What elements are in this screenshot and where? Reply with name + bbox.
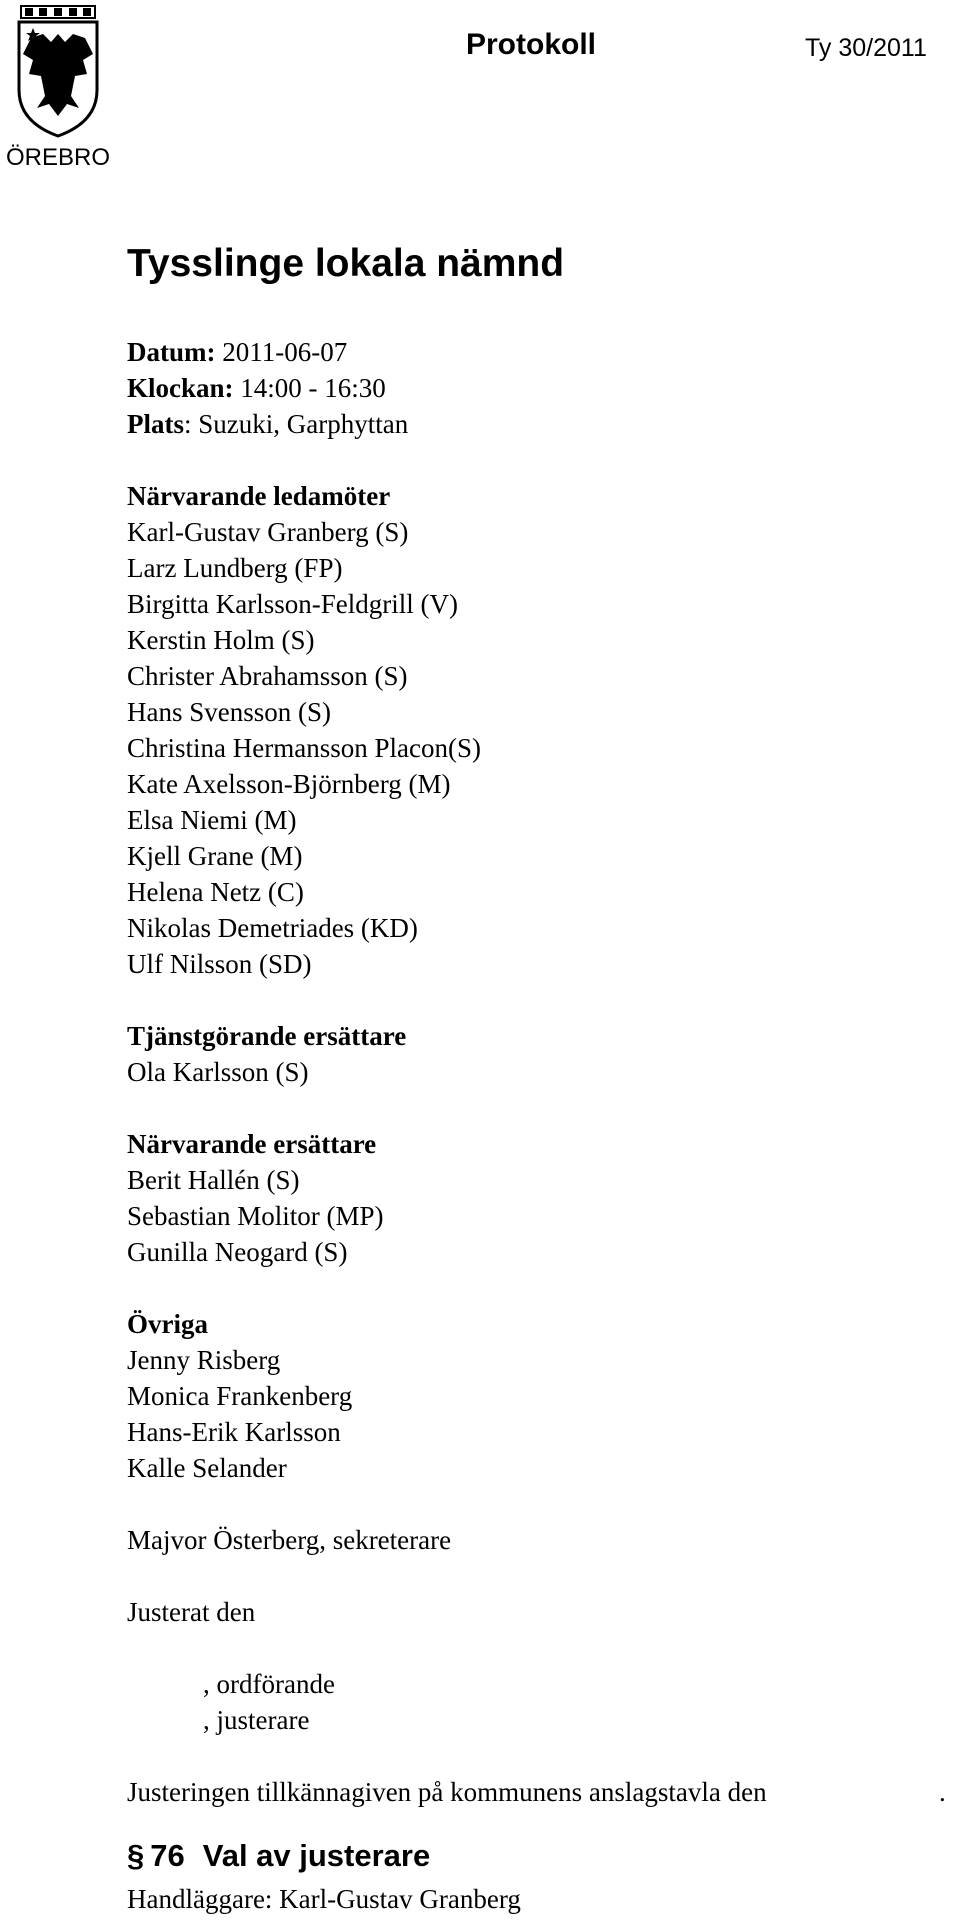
present-substitutes-heading: Närvarande ersättare (127, 1129, 377, 1159)
list-item: Ola Karlsson (S) (127, 1057, 309, 1087)
list-item: Christina Hermansson Placon(S) (127, 733, 481, 763)
orebro-logo (4, 4, 112, 170)
section-heading (127, 1838, 430, 1874)
list-item: Sebastian Molitor (MP) (127, 1201, 384, 1231)
list-item: Nikolas Demetriades (KD) (127, 913, 418, 943)
list-item: Kjell Grane (M) (127, 841, 303, 871)
list-item: Berit Hallén (S) (127, 1165, 300, 1195)
list-item: Kate Axelsson-Björnberg (M) (127, 769, 451, 799)
document-number: Ty 30/2011 (805, 34, 927, 62)
list-item: Elsa Niemi (M) (127, 805, 297, 835)
coat-of-arms-icon (13, 4, 103, 140)
members-heading: Närvarande ledamöter (127, 481, 391, 511)
section-symbol: § (127, 1838, 145, 1873)
page-title: Tysslinge lokala nämnd (127, 242, 565, 285)
list-item: Karl-Gustav Granberg (S) (127, 517, 409, 547)
section-number: 76 (150, 1838, 185, 1873)
date-label: Datum: (127, 337, 216, 367)
document-type: Protokoll (466, 28, 597, 61)
adjuster-signature: , justerare (203, 1705, 310, 1735)
list-item: Larz Lundberg (FP) (127, 553, 343, 583)
list-item: Kerstin Holm (S) (127, 625, 315, 655)
place-value: : Suzuki, Garphyttan (184, 409, 409, 439)
list-item: Hans-Erik Karlsson (127, 1417, 341, 1447)
serving-substitutes-heading: Tjänstgörande ersättare (127, 1021, 407, 1051)
notice-line (127, 1774, 947, 1810)
adjusted-date: Justerat den (127, 1597, 256, 1627)
notice-text: Justeringen tillkännagiven på kommunens anslagstavla den (127, 1777, 767, 1807)
list-item: Gunilla Neogard (S) (127, 1237, 348, 1267)
list-item: Hans Svensson (S) (127, 697, 332, 727)
list-item: Jenny Risberg (127, 1345, 281, 1375)
logo-wordmark: ÖREBRO (5, 144, 110, 171)
section-title: Val av justerare (202, 1838, 431, 1873)
list-item: Helena Netz (C) (127, 877, 304, 907)
meeting-time (127, 370, 947, 406)
chair-signature: , ordförande (203, 1669, 335, 1699)
list-item: Kalle Selander (127, 1453, 287, 1483)
meeting-date (127, 334, 947, 370)
meeting-place (127, 406, 947, 442)
place-label: Plats (127, 409, 184, 439)
date-value: 2011-06-07 (215, 337, 348, 367)
list-item: Monica Frankenberg (127, 1381, 353, 1411)
handler-line: Handläggare: Karl-Gustav Granberg (127, 1884, 521, 1914)
notice-period: . (939, 1777, 946, 1807)
document-body (127, 334, 947, 1810)
others-heading: Övriga (127, 1309, 208, 1339)
time-label: Klockan: (127, 373, 234, 403)
list-item: Birgitta Karlsson-Feldgrill (V) (127, 589, 458, 619)
secretary: Majvor Österberg, sekreterare (127, 1525, 452, 1555)
time-value: 14:00 - 16:30 (233, 373, 386, 403)
list-item: Christer Abrahamsson (S) (127, 661, 408, 691)
list-item: Ulf Nilsson (SD) (127, 949, 312, 979)
